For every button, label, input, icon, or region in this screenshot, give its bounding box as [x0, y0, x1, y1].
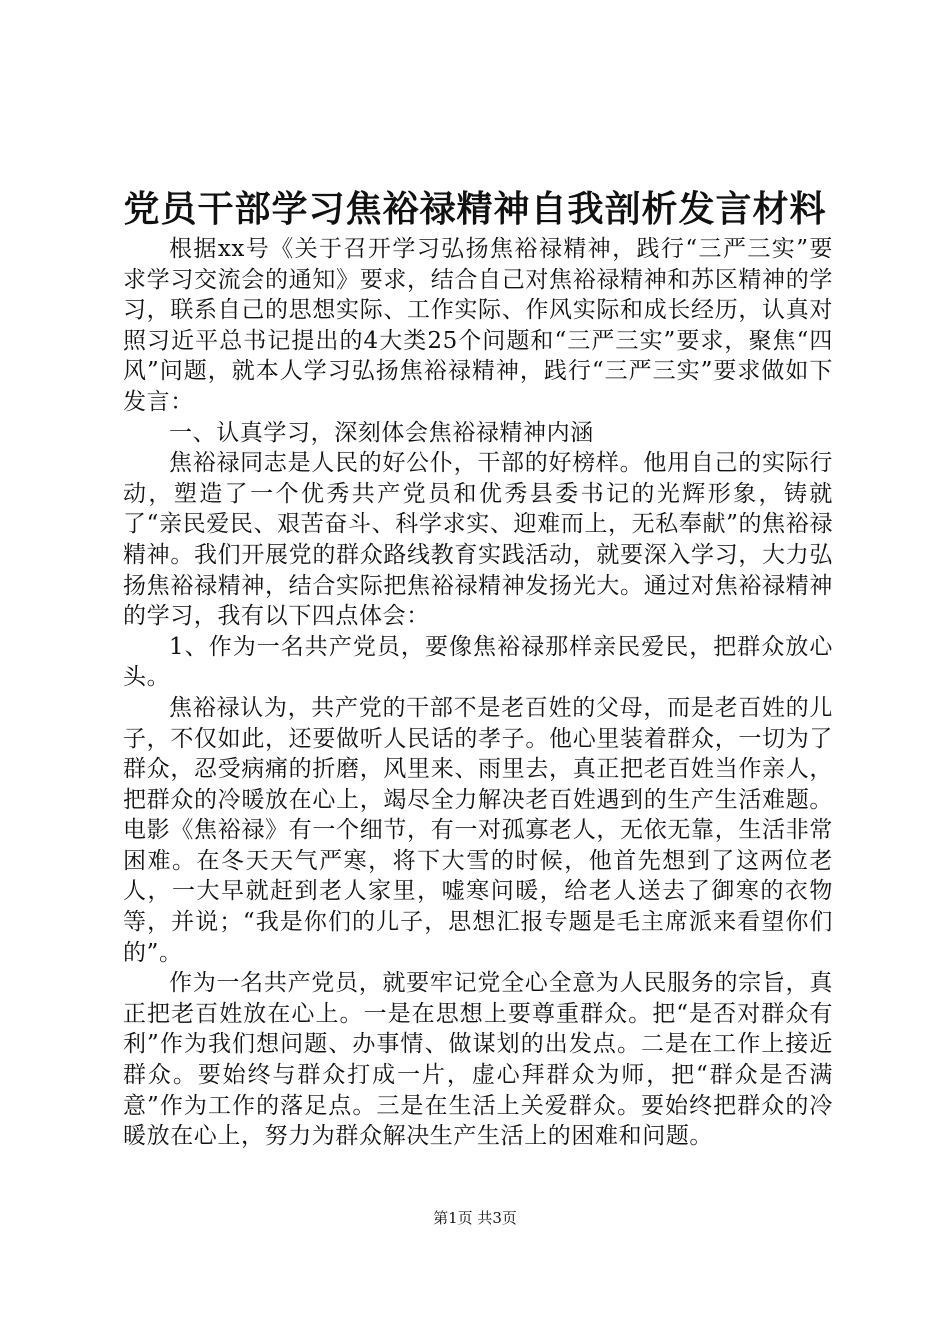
- document-body: [123, 234, 833, 1152]
- section-heading-1: 一、认真学习，深刻体会焦裕禄精神内涵: [169, 419, 594, 446]
- paragraph-party-member: 作为一名共产党员，就要牢记党全心全意为人民服务的宗旨，真正把老百姓放在心上。一是在思想上要尊重群众。把“是否对群众有利”作为我们想问题、办事情、做谋划的出发点。二是在工作上接近群众。要始终与群众打成一片，虚心拜群众为师，把“群众是否满意”作为工作的落足点。三是在生活上关爱群众。要始终把群众的冷暖放在心上，努力为群众解决生产生活上的困难和问题。: [123, 970, 833, 1150]
- point-heading-1: 1、作为一名共产党员，要像焦裕禄那样亲民爱民，把群众放心头。: [123, 633, 833, 691]
- document-title: 党员干部学习焦裕禄精神自我剖析发言材料: [123, 188, 827, 230]
- paragraph-intro: 根据xx号《关于召开学习弘扬焦裕禄精神，践行“三严三实”要求学习交流会的通知》要求，结合自己对焦裕禄精神和苏区精神的学习，联系自己的思想实际、工作实际、作风实际和成长经历，认真对照习近平总书记提出的4大类25个问题和“三严三实”要求，聚焦“四风”问题，就本人学习弘扬焦裕禄精神，践行“三严三实”要求做如下发言：: [123, 236, 833, 415]
- paragraph-story: 焦裕禄认为，共产党的干部不是老百姓的父母，而是老百姓的儿子，不仅如此，还要做听人民话的孝子。他心里装着群众，一切为了群众，忍受病痛的折磨，风里来、雨里去，真正把老百姓当作亲人，把群众的冷暖放在心上，竭尽全力解决老百姓遇到的生产生活难题。电影《焦裕禄》有一个细节，有一对孤寡老人，无依无靠，生活非常困难。在冬天天气严寒，将下大雪的时候，他首先想到了这两位老人，一大早就赶到老人家里，嘘寒问暖，给老人送去了御寒的衣物等，并说；“我是你们的儿子，思想汇报专题是毛主席派来看望你们的”。: [123, 694, 833, 966]
- page-footer: 第1页 共3页: [433, 1209, 517, 1227]
- paragraph-jiao-yulu-spirit: 焦裕禄同志是人民的好公仆，干部的好榜样。他用自己的实际行动，塑造了一个优秀共产党员和优秀县委书记的光辉形象，铸就了“亲民爱民、艰苦奋斗、科学求实、迎难而上，无私奉献”的焦裕禄精神。我们开展党的群众路线教育实践活动，就要深入学习，大力弘扬焦裕禄精神，结合实际把焦裕禄精神发扬光大。通过对焦裕禄精神的学习，我有以下四点体会：: [123, 450, 833, 630]
